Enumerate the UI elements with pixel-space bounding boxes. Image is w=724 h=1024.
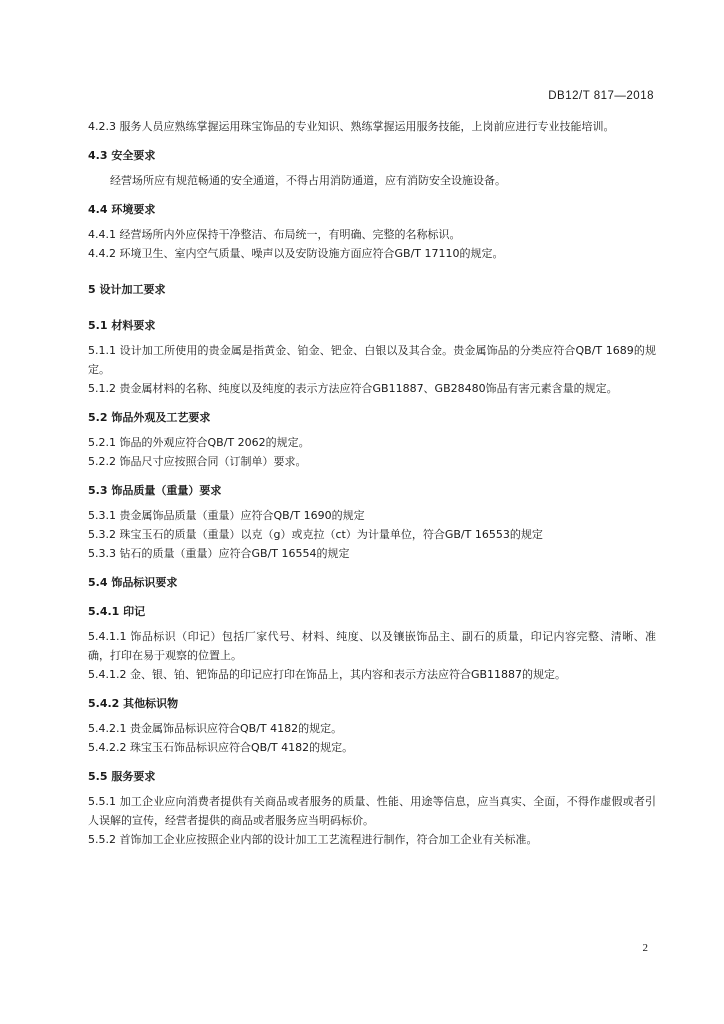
clause-text: 设计加工所使用的贵金属是指黄金、铂金、钯金、白银以及其合金。贵金属饰品的分类应符合QB/T 1689的规定。	[88, 344, 656, 376]
heading-number: 5.4.2	[88, 697, 120, 710]
clause-number: 4.2.3	[88, 120, 116, 133]
heading-number: 4.4	[88, 203, 108, 216]
clause-5-2-2	[88, 452, 656, 471]
clause-text: 加工企业应向消费者提供有关商品或者服务的质量、性能、用途等信息，应当真实、全面，不得作虚假或者引人误解的宣传，经营者提供的商品或者服务应当明码标价。	[88, 795, 657, 827]
clause-text: 饰品标识（印记）包括厂家代号、材料、纯度、以及镶嵌饰品主、副石的质量，印记内容完整、清晰、准确，打印在易于观察的位置上。	[88, 630, 656, 662]
clause-number: 5.1.2	[88, 382, 116, 395]
heading-text: 其他标识物	[123, 697, 179, 710]
clause-number: 5.2.2	[88, 455, 116, 468]
heading-number: 5.4	[88, 576, 108, 589]
clause-number: 5.5.2	[88, 833, 116, 846]
clause-number: 5.2.1	[88, 436, 116, 449]
heading-text: 印记	[123, 605, 146, 618]
heading-5-3	[88, 481, 656, 500]
heading-number: 5.3	[88, 484, 108, 497]
clause-4-4-2	[88, 244, 656, 263]
clause-text: 环境卫生、室内空气质量、噪声以及安防设施方面应符合GB/T 17110的规定。	[119, 247, 504, 260]
clause-text: 钻石的质量（重量）应符合GB/T 16554的规定	[119, 547, 350, 560]
heading-number: 5.5	[88, 770, 108, 783]
clause-5-3-2	[88, 525, 656, 544]
heading-text: 服务要求	[111, 770, 156, 783]
heading-5-2	[88, 408, 656, 427]
clause-text: 贵金属饰品质量（重量）应符合QB/T 1690的规定	[119, 509, 365, 522]
clause-number: 5.4.2.1	[88, 722, 127, 735]
clause-5-4-1-2	[88, 665, 656, 684]
heading-number: 5	[88, 283, 96, 296]
clause-text: 饰品尺寸应按照合同（订制单）要求。	[119, 455, 307, 468]
heading-text: 安全要求	[111, 149, 156, 162]
document-code: DB12/T 817—2018	[548, 90, 654, 102]
clause-number: 5.3.3	[88, 547, 116, 560]
clause-5-5-2	[88, 830, 656, 849]
clause-5-4-1-1	[88, 627, 656, 665]
clause-text: 服务人员应熟练掌握运用珠宝饰品的专业知识、熟练掌握运用服务技能，上岗前应进行专业技能培训。	[119, 120, 615, 133]
heading-number: 5.1	[88, 319, 108, 332]
clause-number: 5.5.1	[88, 795, 116, 808]
heading-number: 5.2	[88, 411, 108, 424]
heading-number: 5.4.1	[88, 605, 120, 618]
clause-5-4-2-1	[88, 719, 656, 738]
clause-number: 5.4.1.1	[88, 630, 127, 643]
heading-text: 环境要求	[111, 203, 156, 216]
heading-text: 饰品质量（重量）要求	[111, 484, 222, 497]
heading-text: 饰品标识要求	[111, 576, 178, 589]
clause-text: 经营场所内外应保持干净整洁、布局统一，有明确、完整的名称标识。	[119, 228, 461, 241]
heading-4-3	[88, 146, 656, 165]
clause-5-1-1	[88, 341, 656, 379]
clause-text: 金、银、铂、钯饰品的印记应打印在饰品上，其内容和表示方法应符合GB11887的规定。	[129, 668, 567, 681]
heading-5	[88, 280, 656, 299]
heading-5-1	[88, 316, 656, 335]
clause-text: 饰品的外观应符合QB/T 2062的规定。	[119, 436, 310, 449]
page-number: 2	[642, 942, 648, 954]
clause-number: 5.3.2	[88, 528, 116, 541]
clause-5-3-3	[88, 544, 656, 563]
clause-number: 5.4.2.2	[88, 741, 127, 754]
clause-5-1-2	[88, 379, 656, 398]
heading-5-5	[88, 767, 656, 786]
heading-5-4-2	[88, 694, 656, 713]
clause-number: 5.3.1	[88, 509, 116, 522]
page-content	[88, 117, 656, 849]
clause-number: 5.1.1	[88, 344, 116, 357]
clause-text: 经营场所应有规范畅通的安全通道，不得占用消防通道，应有消防安全设施设备。	[110, 174, 506, 187]
heading-text: 饰品外观及工艺要求	[111, 411, 211, 424]
heading-5-4-1	[88, 602, 656, 621]
clause-number: 4.4.2	[88, 247, 116, 260]
clause-4-2-3	[88, 117, 656, 136]
clause-text: 首饰加工企业应按照企业内部的设计加工工艺流程进行制作，符合加工企业有关标准。	[119, 833, 538, 846]
clause-text: 珠宝玉石的质量（重量）以克（g）或克拉（ct）为计量单位，符合GB/T 16553的规定	[119, 528, 543, 541]
heading-text: 设计加工要求	[99, 283, 166, 296]
heading-4-4	[88, 200, 656, 219]
clause-5-2-1	[88, 433, 656, 452]
clause-5-3-1	[88, 506, 656, 525]
clause-text: 贵金属饰品标识应符合QB/T 4182的规定。	[129, 722, 343, 735]
clause-number: 4.4.1	[88, 228, 116, 241]
clause-4-3-body	[88, 171, 656, 190]
clause-5-5-1	[88, 792, 656, 830]
clause-text: 贵金属材料的名称、纯度以及纯度的表示方法应符合GB11887、GB28480饰品有害元素含量的规定。	[119, 382, 618, 395]
clause-number: 5.4.1.2	[88, 668, 127, 681]
clause-5-4-2-2	[88, 738, 656, 757]
heading-5-4	[88, 573, 656, 592]
clause-4-4-1	[88, 225, 656, 244]
heading-number: 4.3	[88, 149, 108, 162]
heading-text: 材料要求	[111, 319, 156, 332]
clause-text: 珠宝玉石饰品标识应符合QB/T 4182的规定。	[129, 741, 354, 754]
